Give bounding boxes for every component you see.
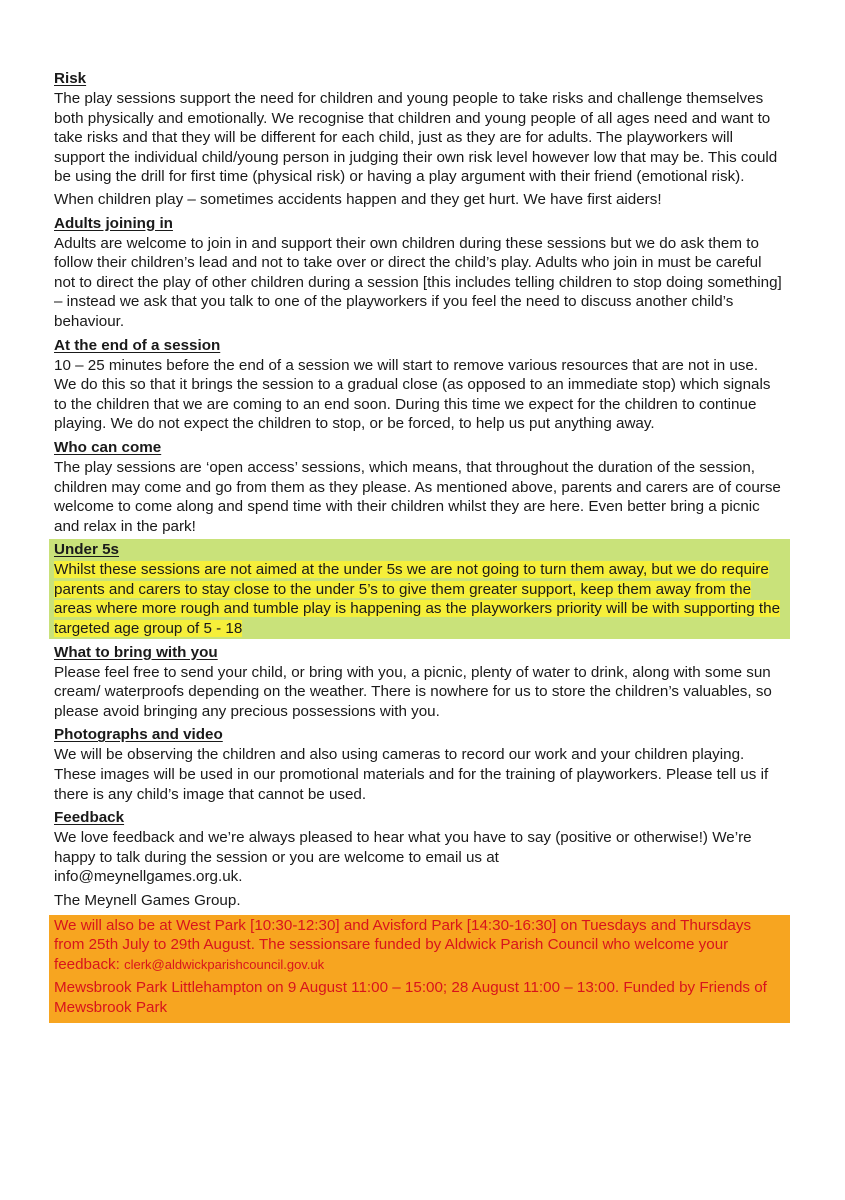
under5-paragraph: Whilst these sessions are not aimed at the under 5s we are not going to turn them away, but we do require parents and carers to stay close to the under 5’s to give them greater support, keep them away from the areas where more rough and tumble play is happening as the playworkers priority will be with supporting the targeted age group of 5 - 18 xyxy=(54,561,781,638)
under5-paragraph-wrap xyxy=(54,560,785,638)
section-under-5s xyxy=(49,539,790,638)
section-adults-joining-in xyxy=(54,213,784,332)
section-risk xyxy=(54,68,784,210)
risk-heading: Risk xyxy=(54,70,87,87)
under5-heading: Under 5s xyxy=(54,541,119,559)
who-paragraph: The play sessions are ‘open access’ sessions, which means, that throughout the duration of the session, children may come and go from them as they please. As mentioned above, parents and carers are of course welcome to come along and spend time with their children whilst they are here. Even better bring a picnic and relax in the park! xyxy=(54,458,781,535)
adults-heading: Adults joining in xyxy=(54,214,173,232)
end-heading: At the end of a session xyxy=(54,336,221,354)
photos-paragraph: We will be observing the children and also using cameras to record our work and your children playing. These images will be used in our promotional materials and for the training of playworkers. Please tell us if there is any child’s image that cannot be used. xyxy=(54,746,769,803)
section-who-can-come xyxy=(54,437,784,536)
section-what-to-bring xyxy=(54,642,784,722)
notice-text-1: We will also be at West Park [10:30-12:30] and Avisford Park [14:30-16:30] on Tuesdays and Thursdays from 25th July to 29th August. The sessionsare funded by Aldwick Parish Council who welcome your feedback: xyxy=(54,916,752,973)
adults-paragraph: Adults are welcome to join in and support their own children during these sessions but we do ask them to follow their children’s lead and not to take over or direct the child’s play. Adults who join in must be careful not to direct the play of other children during a session [this includes telling children to stop doing something] – instead we ask that you talk to one of the playworkers if you feel the need to discuss another child’s behaviour. xyxy=(54,234,782,330)
document-page xyxy=(54,68,784,1023)
notice-email-link[interactable]: clerk@aldwickparishcouncil.gov.uk xyxy=(124,956,325,972)
notice-paragraph-2: Mewsbrook Park Littlehampton on 9 August 11:00 – 15:00; 28 August 11:00 – 13:00. Funded by Friends of Mewsbrook Park xyxy=(54,979,767,1016)
feedback-paragraph xyxy=(54,828,784,887)
end-paragraph: 10 – 25 minutes before the end of a session we will start to remove various resources that are not in use. We do this so that it brings the session to a gradual close (as opposed to an immediate stop) which signals to the children that we are coming to an end soon. During this time we expect for the children to continue playing. We do not expect the children to stop, or be forced, to help us put anything away. xyxy=(54,356,771,433)
who-heading: Who can come xyxy=(54,438,162,456)
feedback-heading: Feedback xyxy=(54,809,125,827)
section-photographs xyxy=(54,724,784,804)
section-feedback xyxy=(54,807,784,887)
bring-paragraph: Please feel free to send your child, or bring with you, a picnic, plenty of water to drink, along with some sun cream/ waterproofs depending on the weather. There is nowhere for us to store the children’s valuables, so please avoid bringing any precious possessions with you. xyxy=(54,663,772,720)
section-end-of-session xyxy=(54,335,784,434)
risk-paragraph: The play sessions support the need for children and young people to take risks and challenge themselves both physically and emotionally. We recognise that children and young people of all ages need and want to take risks and that they will be different for each child, just as they are for adults. The playworkers will support the individual child/young person in judging their own risk level however low that may be. This could be using the drill for first time (physical risk) or having a play argument with their friend (emotional risk). xyxy=(54,90,778,186)
photos-heading: Photographs and video xyxy=(54,726,223,744)
feedback-email-link[interactable]: info@meynellgames.org.uk. xyxy=(54,868,243,886)
notice-paragraph-1 xyxy=(54,916,785,975)
signoff: The Meynell Games Group. xyxy=(54,892,241,909)
notice-box xyxy=(49,915,790,1023)
feedback-text: We love feedback and we’re always pleased to hear what you have to say (positive or otherwise!) We’re happy to talk during the session or you are welcome to email us at xyxy=(54,829,752,866)
bring-heading: What to bring with you xyxy=(54,643,218,661)
risk-first-aid-paragraph: When children play – sometimes accidents happen and they get hurt. We have first aiders! xyxy=(54,190,662,208)
